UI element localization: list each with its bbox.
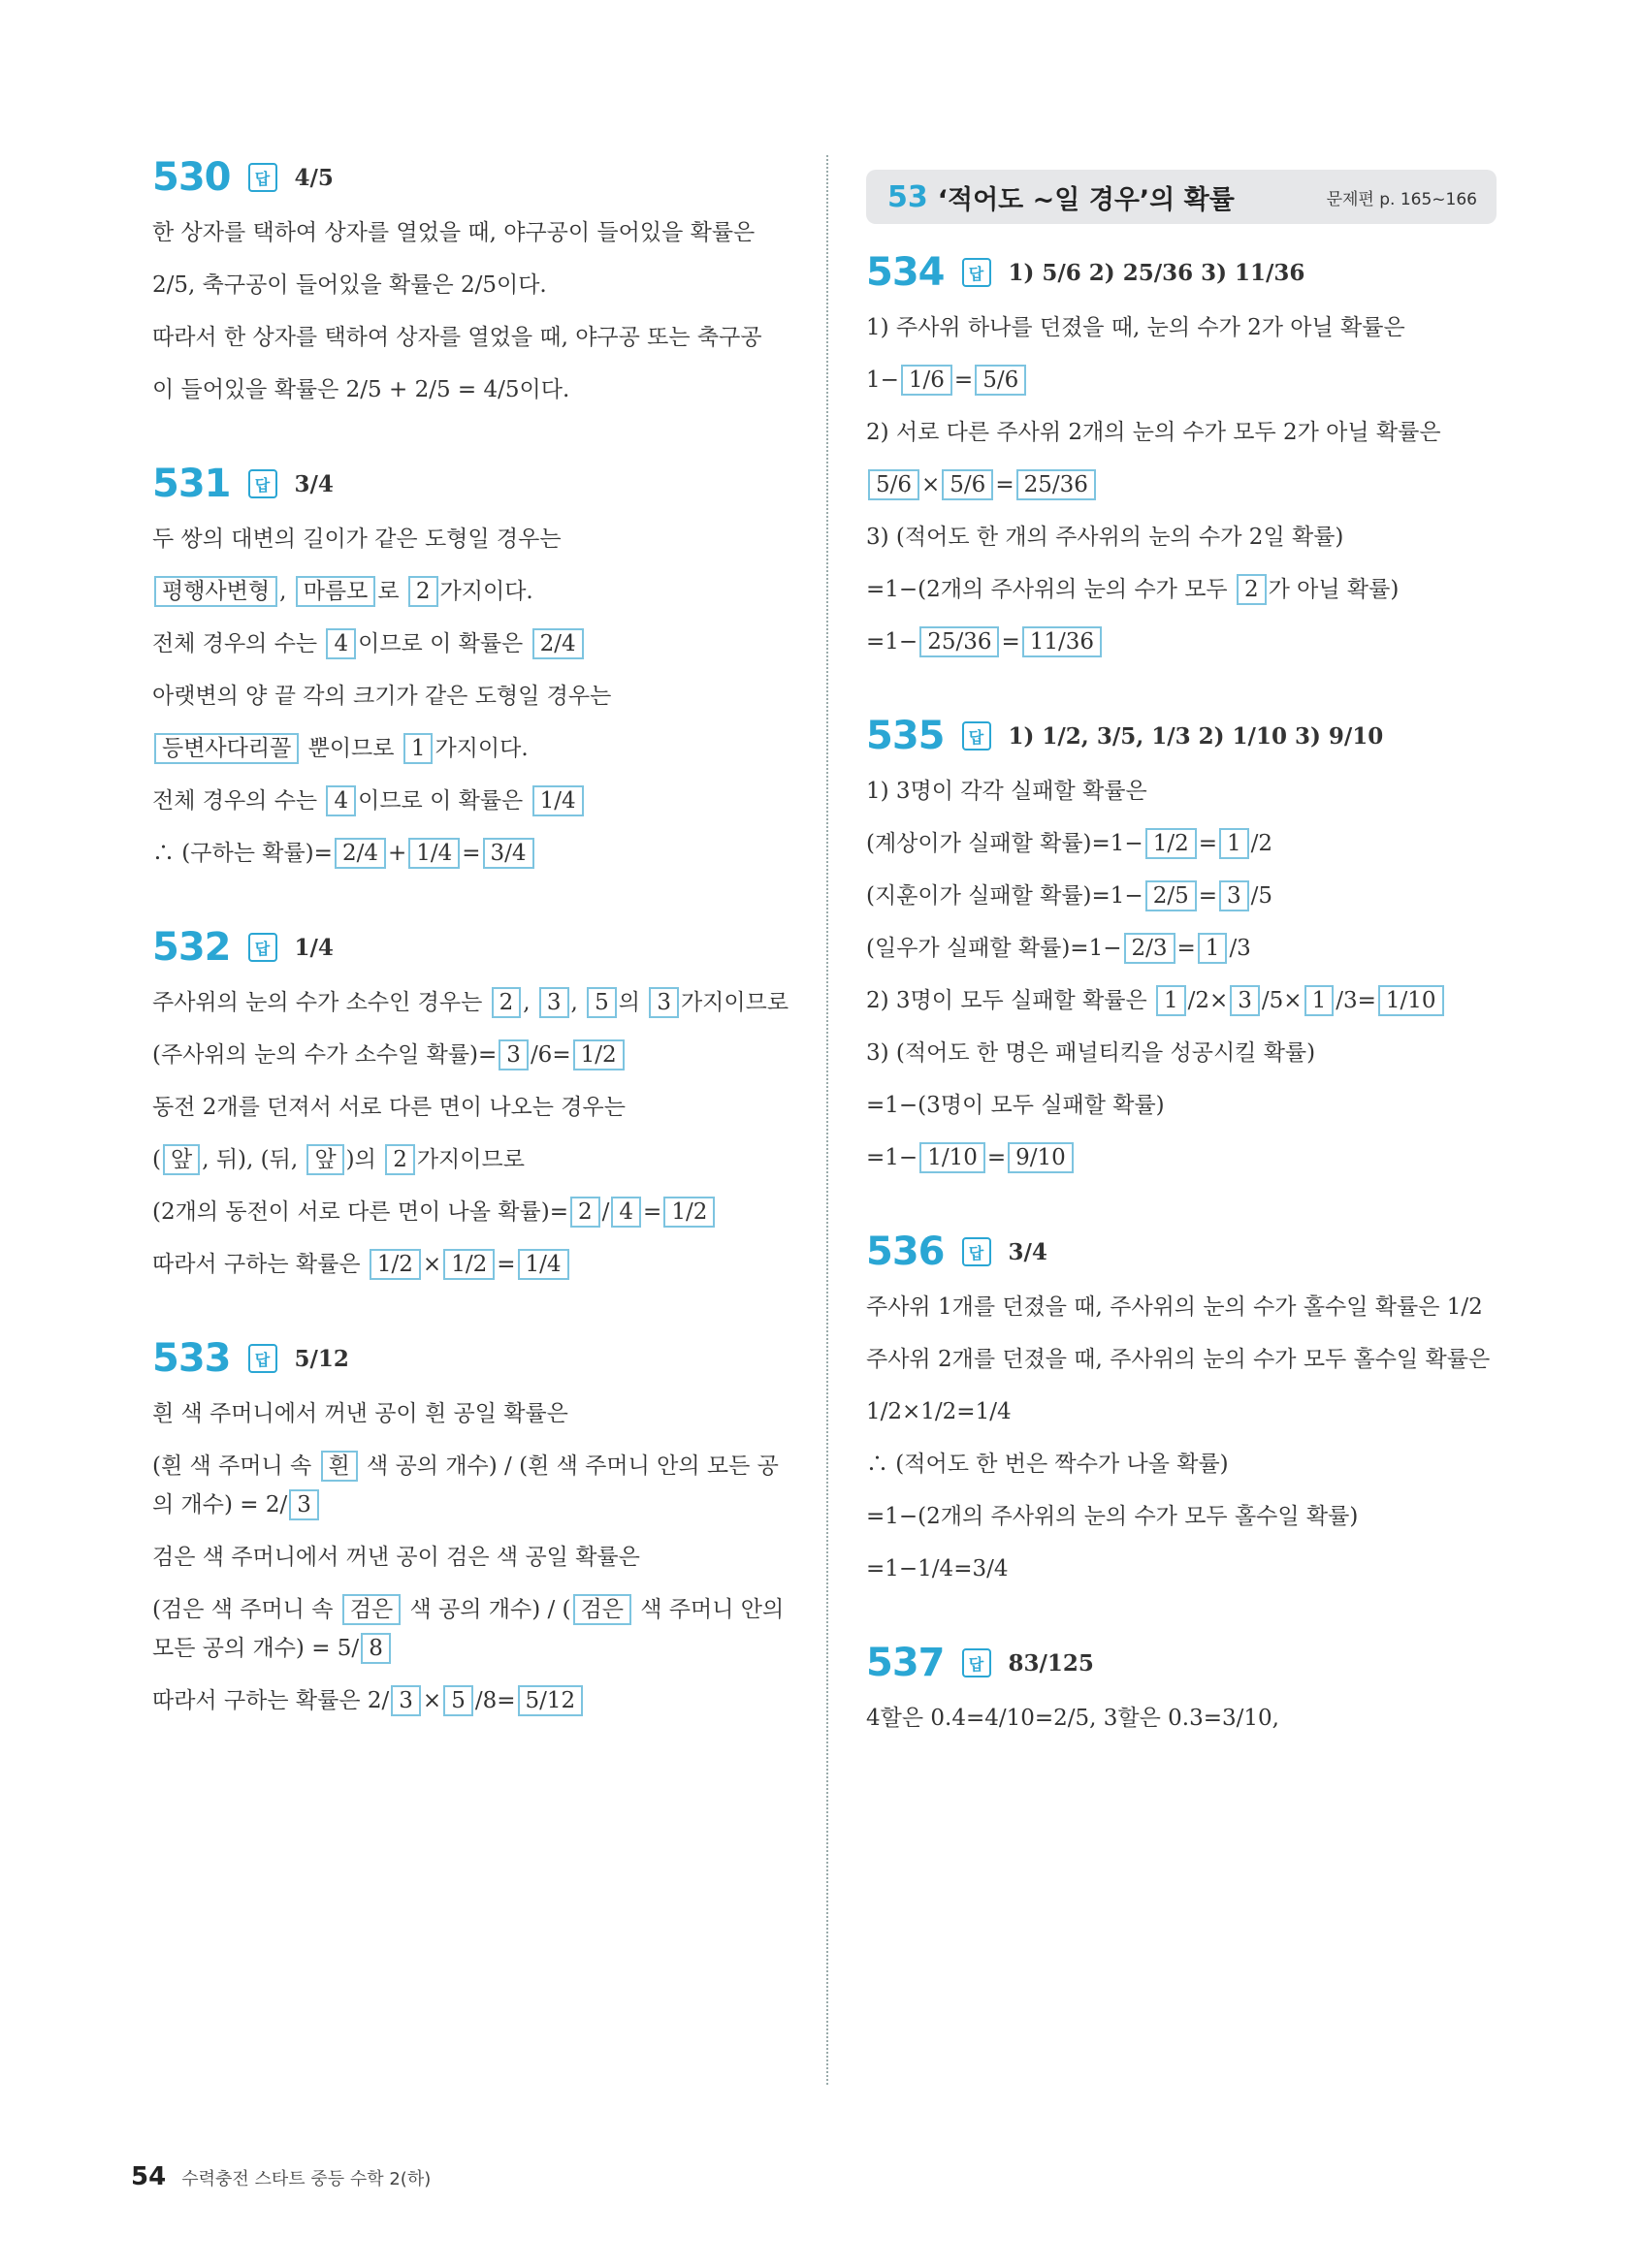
solution-text: 전체 경우의 수는 — [152, 788, 325, 814]
solution-text: 이므로 이 확률은 — [358, 631, 531, 656]
solution-text: + — [387, 841, 407, 866]
solution-text: =1−(2개의 주사위의 눈의 수가 모두 홀수일 확률) — [866, 1504, 1359, 1529]
solution-text: 가지이므로 — [416, 1147, 525, 1172]
answer-blank-box: 3 — [539, 987, 569, 1018]
solution-line — [152, 370, 792, 409]
answer-blank-box: 평행사변형 — [154, 576, 277, 607]
answer-blank-box: 검은 — [573, 1594, 631, 1625]
answer-blank-box: 3/4 — [483, 838, 534, 869]
solution-text: 아랫변의 양 끝 각의 크기가 같은 도형일 경우는 — [152, 684, 612, 709]
problem-header — [866, 714, 1506, 758]
solution-text: 2/5, 축구공이 들어있을 확률은 2/5이다. — [152, 272, 547, 298]
answer-blank-box: 5/12 — [518, 1685, 584, 1716]
solution-text: 주사위 1개를 던졌을 때, 주사위의 눈의 수가 홀수일 확률은 1/2 — [866, 1294, 1483, 1320]
solution-line — [152, 520, 792, 559]
answer-blank-box: 5 — [443, 1685, 473, 1716]
solution-line — [152, 1681, 792, 1720]
answer-blank-box: 1/2 — [573, 1039, 625, 1070]
solution-line — [152, 1088, 792, 1127]
solution-text: 1− — [866, 367, 899, 393]
solution-text: 3) (적어도 한 개의 주사위의 눈의 수가 2일 확률) — [866, 525, 1344, 550]
answer-blank-box: 11/36 — [1022, 626, 1102, 657]
solution-text: /2 — [1250, 831, 1273, 856]
solution-line — [866, 308, 1506, 347]
solution-text: /3 — [1229, 936, 1251, 961]
solution-text: 따라서 한 상자를 택하여 상자를 열었을 때, 야구공 또는 축구공 — [152, 325, 762, 350]
answer-value: 1) 1/2, 3/5, 1/3 2) 1/10 3) 9/10 — [1008, 722, 1384, 750]
solution-line — [866, 1445, 1506, 1484]
answer-value: 1/4 — [294, 934, 334, 961]
solution-line — [152, 318, 792, 357]
problem-header — [152, 925, 792, 970]
solution-line — [866, 518, 1506, 557]
solution-text: 이 들어있을 확률은 2/5 + 2/5 = 4/5이다. — [152, 377, 570, 402]
solution-line — [866, 413, 1506, 452]
solution-line — [152, 1590, 792, 1668]
solution-text: (2개의 동전이 서로 다른 면이 나올 확률)= — [152, 1199, 568, 1225]
answer-badge: 답 — [248, 933, 277, 962]
answer-blank-box: 앞 — [163, 1144, 200, 1175]
answer-blank-box: 1/2 — [1145, 828, 1197, 859]
solution-text: 로 — [377, 579, 406, 604]
solution-text: 가 아닐 확률) — [1268, 577, 1400, 602]
answer-blank-box: 3 — [499, 1039, 529, 1070]
problem-number: 530 — [152, 155, 231, 200]
solution-text: 색 공의 개수) / (흰 색 주머니 안의 모든 공의 개수) = 2/ — [152, 1453, 779, 1517]
answer-blank-box: 1/2 — [663, 1197, 715, 1228]
answer-value: 3/4 — [294, 470, 334, 497]
solution-line — [152, 213, 792, 252]
solution-line — [152, 1447, 792, 1524]
answer-value: 5/12 — [294, 1345, 349, 1372]
page-number: 54 — [131, 2162, 167, 2191]
solution-text: 의 — [618, 990, 648, 1015]
solution-text: = — [643, 1199, 662, 1225]
answer-blank-box: 앞 — [306, 1144, 343, 1175]
answer-blank-box: 검은 — [342, 1594, 401, 1625]
solution-line — [866, 1549, 1506, 1588]
problem-block — [866, 250, 1506, 714]
solution-text: 이므로 이 확률은 — [358, 788, 531, 814]
problem-number: 537 — [866, 1641, 945, 1685]
solution-text: 3) (적어도 한 명은 패널티킥을 성공시킬 확률) — [866, 1040, 1316, 1066]
answer-blank-box: 1/10 — [1378, 985, 1444, 1016]
solution-text: = — [1198, 831, 1218, 856]
solution-text: 두 쌍의 대변의 길이가 같은 도형일 경우는 — [152, 527, 562, 552]
solution-line — [152, 624, 792, 663]
answer-blank-box: 9/10 — [1008, 1142, 1074, 1173]
solution-line — [152, 1394, 792, 1433]
answer-blank-box: 3 — [289, 1489, 319, 1520]
solution-text: =1−(3명이 모두 실패할 확률) — [866, 1093, 1165, 1118]
problem-block — [152, 462, 792, 925]
section-number: 53 — [887, 179, 928, 214]
book-title: 수력충전 스타트 중등 수학 2(하) — [181, 2169, 432, 2189]
answer-blank-box: 5/6 — [942, 469, 993, 500]
answer-blank-box: 8 — [361, 1633, 391, 1664]
answer-blank-box: 2 — [408, 576, 438, 607]
answer-badge: 답 — [962, 1237, 991, 1266]
solution-text: 주사위 2개를 던졌을 때, 주사위의 눈의 수가 모두 홀수일 확률은 — [866, 1347, 1491, 1372]
solution-line — [866, 929, 1506, 968]
solution-text: = — [986, 1145, 1007, 1170]
problem-block — [152, 1336, 792, 1773]
solution-text: (지훈이가 실패할 확률)=1− — [866, 883, 1143, 909]
problem-header — [152, 462, 792, 506]
problem-spacer — [866, 1751, 1506, 1790]
solution-text: /3= — [1336, 988, 1376, 1013]
solution-text: 색 공의 개수) / ( — [402, 1597, 571, 1622]
solution-text: )의 — [345, 1147, 384, 1172]
solution-line — [866, 623, 1506, 661]
solution-text: 2) 3명이 모두 실패할 확률은 — [866, 988, 1154, 1013]
answer-blank-box: 1 — [1304, 985, 1335, 1016]
solution-line — [866, 570, 1506, 609]
problem-block — [866, 714, 1506, 1230]
solution-line — [152, 729, 792, 768]
solution-line — [152, 1036, 792, 1074]
solution-line — [866, 1340, 1506, 1379]
solution-text: 흰 색 주머니에서 꺼낸 공이 흰 공일 확률은 — [152, 1401, 568, 1426]
solution-line — [866, 1699, 1506, 1738]
answer-blank-box: 25/36 — [1016, 469, 1096, 500]
section-header — [866, 170, 1497, 224]
answer-badge: 답 — [962, 721, 991, 751]
problem-header — [866, 1230, 1506, 1274]
problem-number: 534 — [866, 250, 945, 295]
answer-badge: 답 — [962, 1648, 991, 1677]
solution-text: =1− — [866, 1145, 918, 1170]
answer-blank-box: 25/36 — [919, 626, 999, 657]
section-page-reference: 문제편 p. 165~166 — [1326, 189, 1477, 209]
section-title: ‘적어도 ~일 경우’의 확률 — [937, 184, 1235, 215]
problem-number: 531 — [152, 462, 231, 506]
answer-value: 3/4 — [1008, 1238, 1047, 1265]
answer-blank-box: 2 — [1237, 574, 1267, 605]
solution-line — [152, 1193, 792, 1231]
answer-badge: 답 — [248, 469, 277, 498]
answer-blank-box: 5/6 — [975, 365, 1026, 396]
problem-block — [152, 155, 792, 462]
solution-text: 1) 3명이 각각 실패할 확률은 — [866, 779, 1147, 804]
solution-line — [866, 465, 1506, 504]
problem-number: 533 — [152, 1336, 231, 1381]
problem-spacer — [152, 886, 792, 925]
solution-text: /8= — [474, 1688, 516, 1713]
problem-spacer — [152, 423, 792, 462]
answer-badge: 답 — [248, 163, 277, 192]
answer-blank-box: 1/6 — [901, 365, 952, 396]
solution-line — [866, 1288, 1506, 1326]
solution-text: 뿐이므로 — [301, 736, 402, 761]
answer-blank-box: 2 — [570, 1197, 600, 1228]
problem-number: 536 — [866, 1230, 945, 1274]
answer-blank-box: 1 — [1219, 828, 1249, 859]
solution-text: /5 — [1250, 883, 1273, 909]
solution-text: = — [1176, 936, 1196, 961]
answer-blank-box: 4 — [611, 1197, 641, 1228]
solution-text: = — [497, 1252, 516, 1277]
solution-line — [866, 772, 1506, 811]
answer-badge: 답 — [248, 1344, 277, 1373]
solution-text: 한 상자를 택하여 상자를 열었을 때, 야구공이 들어있을 확률은 — [152, 220, 756, 245]
answer-blank-box: 2/4 — [532, 628, 584, 659]
solution-line — [866, 877, 1506, 915]
answer-blank-box: 흰 — [321, 1451, 358, 1482]
solution-text: 가지이다. — [439, 579, 533, 604]
solution-text: 1) 주사위 하나를 던졌을 때, 눈의 수가 2가 아닐 확률은 — [866, 315, 1405, 340]
problem-header — [152, 1336, 792, 1381]
solution-text: (흰 색 주머니 속 — [152, 1453, 319, 1479]
solution-line — [866, 824, 1506, 863]
solution-text: , — [279, 579, 294, 604]
solution-text: 주사위의 눈의 수가 소수인 경우는 — [152, 990, 490, 1015]
solution-text: (일우가 실패할 확률)=1− — [866, 936, 1122, 961]
left-column — [152, 155, 792, 1773]
answer-blank-box: 3 — [1219, 880, 1249, 911]
answer-blank-box: 1/10 — [919, 1142, 985, 1173]
solution-text: , — [570, 990, 586, 1015]
solution-text: /6= — [530, 1042, 571, 1068]
column-divider — [826, 155, 828, 2085]
answer-blank-box: 3 — [649, 987, 679, 1018]
solution-line — [152, 1245, 792, 1284]
solution-text: 가지이므로 — [680, 990, 789, 1015]
answer-blank-box: 1/4 — [532, 785, 584, 816]
solution-text: ( — [152, 1147, 161, 1172]
solution-text: 전체 경우의 수는 — [152, 631, 325, 656]
solution-line — [152, 834, 792, 873]
answer-blank-box: 1 — [1156, 985, 1186, 1016]
solution-text: 따라서 구하는 확률은 2/ — [152, 1688, 390, 1713]
solution-line — [866, 1392, 1506, 1431]
solution-text: 가지이다. — [435, 736, 529, 761]
solution-line — [866, 1497, 1506, 1536]
solution-text: 4할은 0.4=4/10=2/5, 3할은 0.3=3/10, — [866, 1706, 1279, 1731]
problem-spacer — [866, 1191, 1506, 1230]
solution-line — [152, 782, 792, 820]
solution-text: 따라서 구하는 확률은 — [152, 1252, 368, 1277]
answer-blank-box: 1/2 — [370, 1249, 421, 1280]
answer-blank-box: 5 — [587, 987, 617, 1018]
solution-line — [866, 981, 1506, 1020]
problem-spacer — [866, 1602, 1506, 1641]
solution-text: = — [995, 472, 1014, 497]
answer-blank-box: 1 — [1198, 933, 1228, 964]
solution-line — [866, 1086, 1506, 1125]
problem-header — [152, 155, 792, 200]
solution-text: /5× — [1261, 988, 1303, 1013]
problem-spacer — [152, 1734, 792, 1773]
answer-blank-box: 2 — [385, 1144, 415, 1175]
answer-blank-box: 1/4 — [518, 1249, 569, 1280]
answer-blank-box: 등변사다리꼴 — [154, 733, 299, 764]
problem-block — [152, 925, 792, 1336]
answer-blank-box: 5/6 — [868, 469, 919, 500]
answer-blank-box: 2 — [492, 987, 522, 1018]
solution-line — [152, 1538, 792, 1577]
answer-blank-box: 1 — [403, 733, 434, 764]
answer-value: 1) 5/6 2) 25/36 3) 11/36 — [1008, 259, 1305, 286]
answer-blank-box: 4 — [326, 628, 356, 659]
solution-text: ∴ (적어도 한 번은 짝수가 나올 확률) — [866, 1452, 1229, 1477]
solution-text: = — [1001, 629, 1020, 655]
problem-number: 532 — [152, 925, 231, 970]
solution-text: × — [921, 472, 941, 497]
solution-text: = — [462, 841, 481, 866]
solution-text: = — [953, 367, 974, 393]
problem-header — [866, 250, 1506, 295]
answer-blank-box: 마름모 — [296, 576, 376, 607]
solution-text: (계상이가 실패할 확률)=1− — [866, 831, 1143, 856]
solution-text: × — [422, 1688, 442, 1713]
solution-text: 2) 서로 다른 주사위 2개의 눈의 수가 모두 2가 아닐 확률은 — [866, 420, 1441, 445]
solution-line — [866, 361, 1506, 399]
solution-text: , — [523, 990, 537, 1015]
right-column — [866, 250, 1506, 1790]
solution-text: (주사위의 눈의 수가 소수일 확률)= — [152, 1042, 498, 1068]
answer-blank-box: 2/4 — [335, 838, 386, 869]
solution-text: , 뒤), (뒤, — [202, 1147, 306, 1172]
answer-blank-box: 1/2 — [443, 1249, 495, 1280]
solution-text: / — [601, 1199, 610, 1225]
answer-blank-box: 3 — [391, 1685, 421, 1716]
solution-line — [866, 1034, 1506, 1072]
answer-blank-box: 3 — [1230, 985, 1260, 1016]
problem-spacer — [866, 675, 1506, 714]
problem-header — [866, 1641, 1506, 1685]
solution-text: =1−(2개의 주사위의 눈의 수가 모두 — [866, 577, 1235, 602]
answer-blank-box: 2/3 — [1124, 933, 1175, 964]
page-footer — [131, 2162, 431, 2191]
answer-badge: 답 — [962, 258, 991, 287]
problem-block — [866, 1641, 1506, 1790]
solution-text: 동전 2개를 던져서 서로 다른 면이 나오는 경우는 — [152, 1095, 626, 1120]
solution-line — [866, 1138, 1506, 1177]
answer-blank-box: 1/4 — [408, 838, 460, 869]
solution-text: 검은 색 주머니에서 꺼낸 공이 검은 색 공일 확률은 — [152, 1545, 640, 1570]
answer-value: 83/125 — [1008, 1649, 1094, 1677]
solution-text: = — [1198, 883, 1218, 909]
solution-text: /2× — [1187, 988, 1229, 1013]
solution-line — [152, 572, 792, 611]
solution-line — [152, 266, 792, 304]
solution-text: (검은 색 주머니 속 — [152, 1597, 340, 1622]
solution-text: 색 주머니 안의 모든 공의 개수) = 5/ — [152, 1597, 785, 1661]
solution-text: =1−1/4=3/4 — [866, 1556, 1009, 1581]
answer-blank-box: 2/5 — [1145, 880, 1197, 911]
solution-text: ∴ (구하는 확률)= — [152, 841, 333, 866]
problem-number: 535 — [866, 714, 945, 758]
problem-block — [866, 1230, 1506, 1641]
solution-text: 1/2×1/2=1/4 — [866, 1399, 1012, 1424]
solution-line — [152, 1140, 792, 1179]
solution-line — [152, 983, 792, 1022]
solution-text: =1− — [866, 629, 918, 655]
solution-text: × — [422, 1252, 442, 1277]
answer-value: 4/5 — [294, 164, 334, 191]
solution-line — [152, 677, 792, 716]
problem-spacer — [152, 1297, 792, 1336]
answer-blank-box: 4 — [326, 785, 356, 816]
